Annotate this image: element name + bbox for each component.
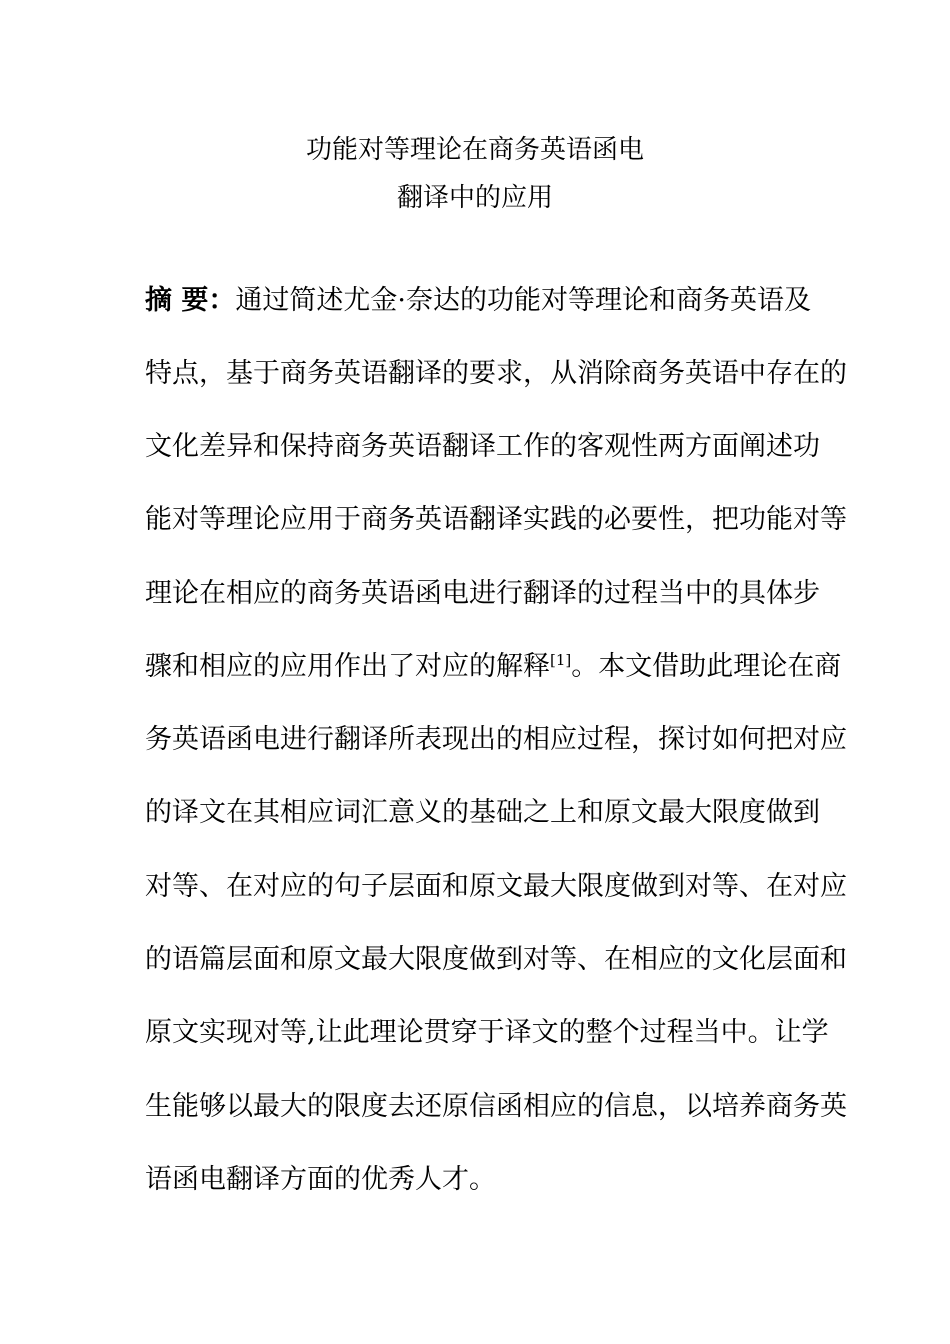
- abstract-text: 。本文借助此理论在商: [571, 651, 842, 682]
- abstract-line: 文化差异和保持商务英语翻译工作的客观性两方面阐述功: [145, 431, 820, 462]
- abstract-label: 摘 要：: [145, 285, 236, 316]
- abstract-line: 的译文在其相应词汇意义的基础之上和原文最大限度做到: [145, 797, 820, 828]
- paper-title-line-2: 翻译中的应用: [396, 183, 553, 213]
- citation-reference: [1]: [550, 651, 572, 669]
- abstract-line: 对等、在对应的句子层面和原文最大限度做到对等、在对应: [145, 871, 847, 902]
- abstract-line: [145, 649, 841, 685]
- abstract-line: [145, 283, 811, 319]
- paper-title-line-1: 功能对等理论在商务英语函电: [305, 135, 644, 165]
- abstract-line: 能对等理论应用于商务英语翻译实践的必要性，把功能对等: [145, 504, 847, 535]
- abstract-line: 原文实现对等,让此理论贯穿于译文的整个过程当中。让学: [145, 1017, 829, 1048]
- abstract-text: 骤和相应的应用作出了对应的解释: [145, 651, 550, 682]
- abstract-line: 的语篇层面和原文最大限度做到对等、在相应的文化层面和: [145, 944, 847, 975]
- abstract-line: 语函电翻译方面的优秀人才。: [145, 1164, 496, 1195]
- abstract-line: 生能够以最大的限度去还原信函相应的信息，以培养商务英: [145, 1091, 847, 1122]
- abstract-line: 特点，基于商务英语翻译的要求，从消除商务英语中存在的: [145, 358, 847, 389]
- abstract-line: 理论在相应的商务英语函电进行翻译的过程当中的具体步: [145, 578, 820, 609]
- abstract-line: 务英语函电进行翻译所表现出的相应过程，探讨如何把对应: [145, 724, 847, 755]
- abstract-text: 通过简述尤金·奈达的功能对等理论和商务英语及: [235, 285, 811, 316]
